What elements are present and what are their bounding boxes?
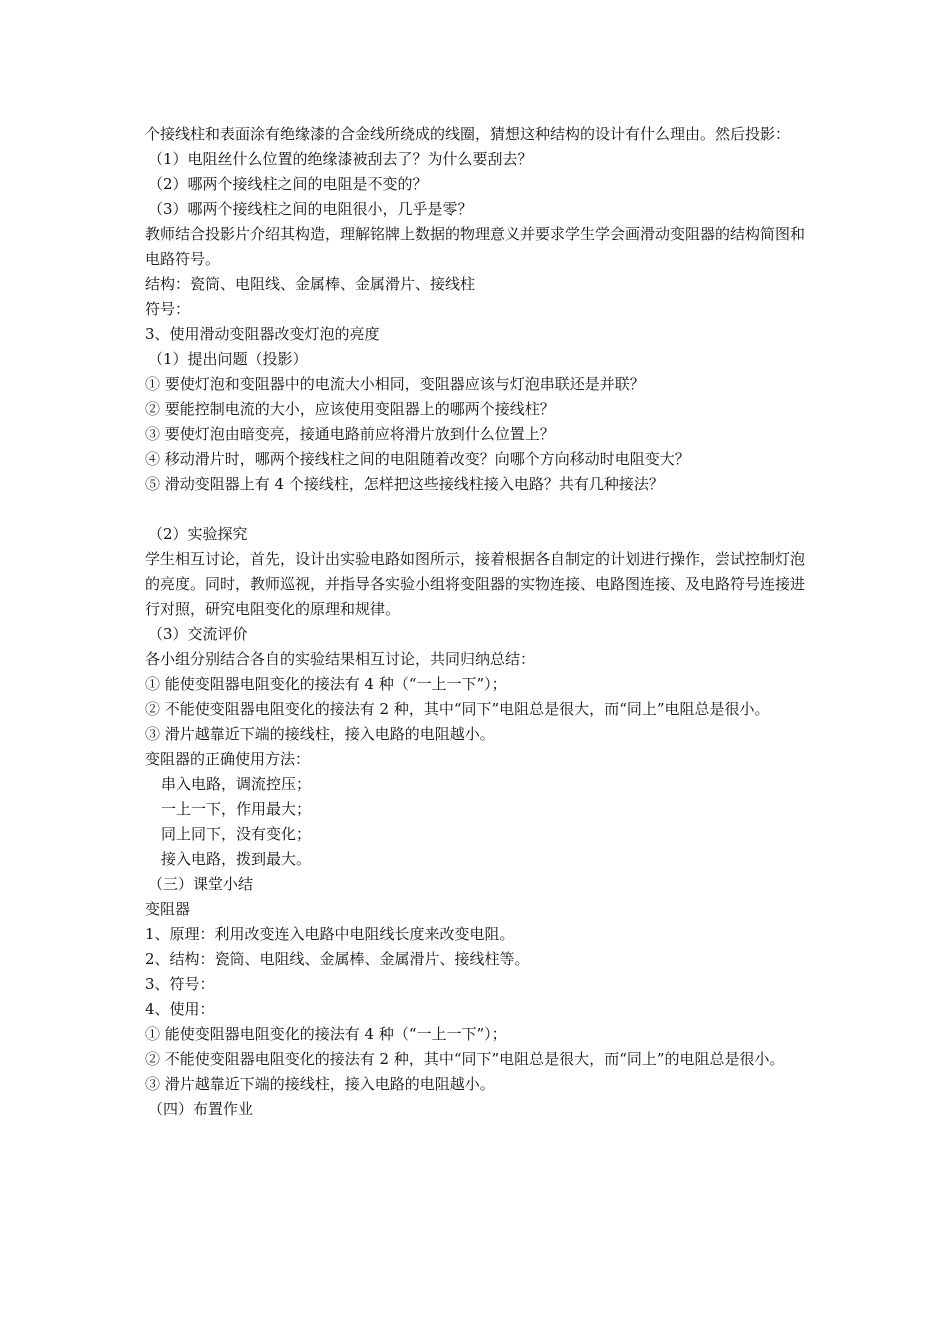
list-item: ③ 滑片越靠近下端的接线柱，接入电路的电阻越小。: [145, 725, 495, 743]
list-item: ① 能使变阻器电阻变化的接法有 4 种（“一上一下”）；: [145, 675, 507, 693]
question-item: （2）哪两个接线柱之间的电阻是不变的？: [148, 175, 428, 193]
rhyme-line: 串入电路，调流控压；: [161, 775, 312, 793]
rhyme-line: 同上同下，没有变化；: [161, 825, 312, 843]
list-item: ③ 滑片越靠近下端的接线柱，接入电路的电阻越小。: [145, 1075, 495, 1093]
subsection-heading: （3）交流评价: [148, 625, 248, 643]
structure-line: 结构：瓷筒、电阻线、金属棒、金属滑片、接线柱: [145, 275, 476, 293]
rhyme-line: 一上一下，作用最大；: [161, 800, 312, 818]
question-item: （1）电阻丝什么位置的绝缘漆被刮去了？为什么要刮去？: [148, 150, 533, 168]
summary-item: 2、结构：瓷筒、电阻线、金属棒、金属滑片、接线柱等。: [145, 950, 530, 968]
list-item: ③ 要使灯泡由暗变亮，接通电路前应将滑片放到什么位置上？: [145, 425, 555, 443]
paragraph: 教师结合投影片介绍其构造，理解铭牌上数据的物理意义并要求学生学会画滑动变阻器的结构简图和电路符号。: [145, 225, 806, 268]
summary-item: 4、使用：: [145, 1000, 215, 1018]
list-item: ② 不能使变阻器电阻变化的接法有 2 种，其中“同下”电阻总是很大，而“同上”电阻总是很小。: [145, 700, 770, 718]
section-heading: （三）课堂小结: [148, 875, 254, 893]
summary-item: 1、原理：利用改变连入电路中电阻线长度来改变电阻。: [145, 925, 515, 943]
symbol-line: 符号：: [145, 300, 191, 318]
subsection-heading: （1）提出问题（投影）: [148, 350, 308, 368]
list-item: ② 不能使变阻器电阻变化的接法有 2 种，其中“同下”电阻总是很大，而“同上”的电阻总是很小。: [145, 1050, 785, 1068]
document-page: [145, 122, 810, 1122]
paragraph: 变阻器的正确使用方法：: [145, 750, 311, 768]
paragraph: 变阻器: [145, 900, 191, 918]
paragraph: 各小组分别结合各自的实验结果相互讨论，共同归纳总结：: [145, 650, 536, 668]
subsection-heading: （2）实验探究: [148, 525, 248, 543]
list-item: ① 能使变阻器电阻变化的接法有 4 种（“一上一下”）；: [145, 1025, 507, 1043]
section-heading: （四）布置作业: [148, 1100, 254, 1118]
list-item: ④ 移动滑片时，哪两个接线柱之间的电阻随着改变？向哪个方向移动时电阻变大？: [145, 450, 690, 468]
section-heading: 3、使用滑动变阻器改变灯泡的亮度: [145, 325, 380, 343]
paragraph: 个接线柱和表面涂有绝缘漆的合金线所绕成的线圈，猜想这种结构的设计有什么理由。然后投影：: [145, 125, 791, 143]
list-item: ① 要使灯泡和变阻器中的电流大小相同，变阻器应该与灯泡串联还是并联？: [145, 375, 645, 393]
rhyme-line: 接入电路，拨到最大。: [161, 850, 312, 868]
blank-line: [145, 497, 810, 522]
question-item: （3）哪两个接线柱之间的电阻很小，几乎是零？: [148, 200, 473, 218]
list-item: ⑤ 滑动变阻器上有 4 个接线柱，怎样把这些接线柱接入电路？共有几种接法？: [145, 475, 664, 493]
paragraph: 学生相互讨论，首先，设计出实验电路如图所示，接着根据各自制定的计划进行操作，尝试控制灯泡的亮度。同时，教师巡视，并指导各实验小组将变阻器的实物连接、电路图连接、及电路符号连接进行对照，研究电阻变化的原理和规律。: [145, 550, 806, 618]
summary-item: 3、符号：: [145, 975, 215, 993]
list-item: ② 要能控制电流的大小，应该使用变阻器上的哪两个接线柱？: [145, 400, 555, 418]
